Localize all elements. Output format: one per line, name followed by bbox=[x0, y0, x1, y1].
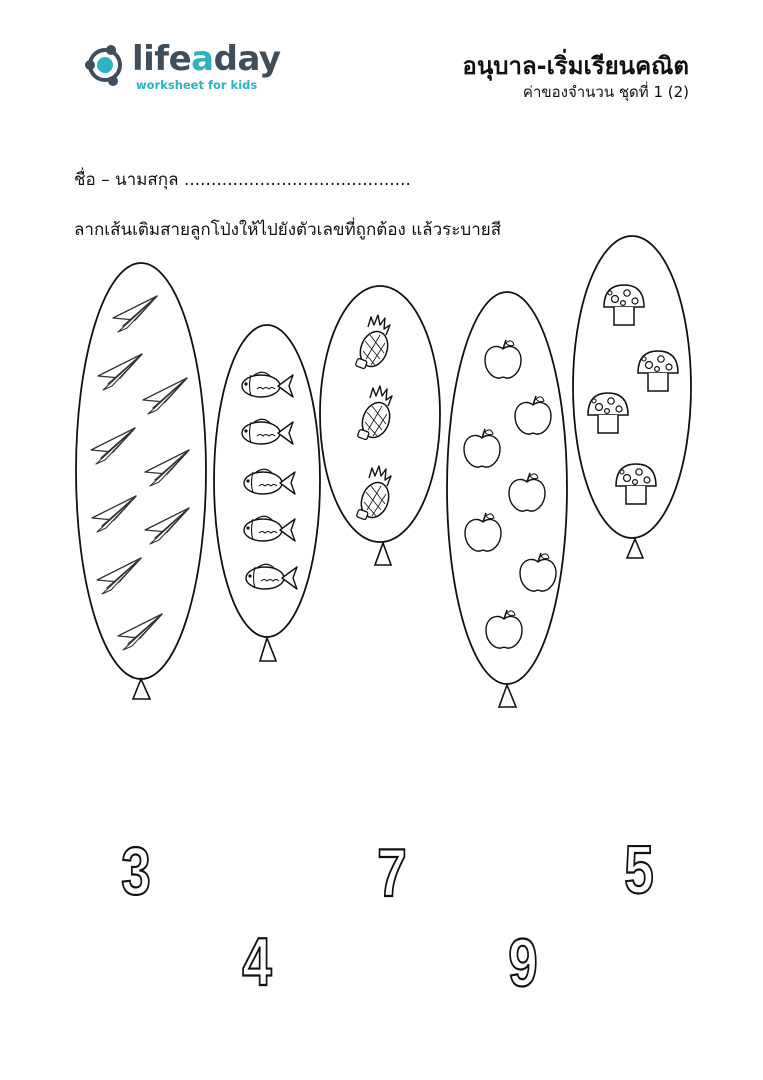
number-7[interactable]: 7 bbox=[377, 834, 407, 911]
logo-tagline: worksheet for kids bbox=[136, 78, 258, 92]
balloon-knot bbox=[260, 638, 276, 661]
logo-wordmark: lifeaday bbox=[132, 39, 281, 79]
number-3[interactable]: 3 bbox=[121, 832, 151, 909]
balloon-4[interactable] bbox=[447, 292, 567, 707]
balloon-3[interactable] bbox=[320, 286, 440, 565]
balloon-5[interactable] bbox=[573, 236, 691, 558]
balloon-knot bbox=[627, 539, 643, 558]
balloon-2[interactable] bbox=[214, 325, 320, 661]
balloon-knot bbox=[499, 685, 516, 707]
page-title: อนุบาล-เริ่มเรียนคณิต bbox=[462, 52, 689, 80]
number-9[interactable]: 9 bbox=[508, 924, 538, 1001]
balloon-knot bbox=[133, 679, 150, 699]
number-5[interactable]: 5 bbox=[624, 831, 654, 908]
instruction-text: ลากเส้นเติมสายลูกโป่งให้ไปยังตัวเลขที่ถูกต้อง แล้วระบายสี bbox=[74, 220, 502, 240]
balloon-1[interactable] bbox=[76, 263, 206, 699]
number-4[interactable]: 4 bbox=[242, 923, 272, 1000]
balloon-knot bbox=[375, 543, 391, 565]
name-field-line[interactable]: ชื่อ – นามสกุล .......................................... bbox=[74, 170, 411, 190]
page-subtitle: ค่าของจำนวน ชุดที่ 1 (2) bbox=[522, 83, 689, 101]
